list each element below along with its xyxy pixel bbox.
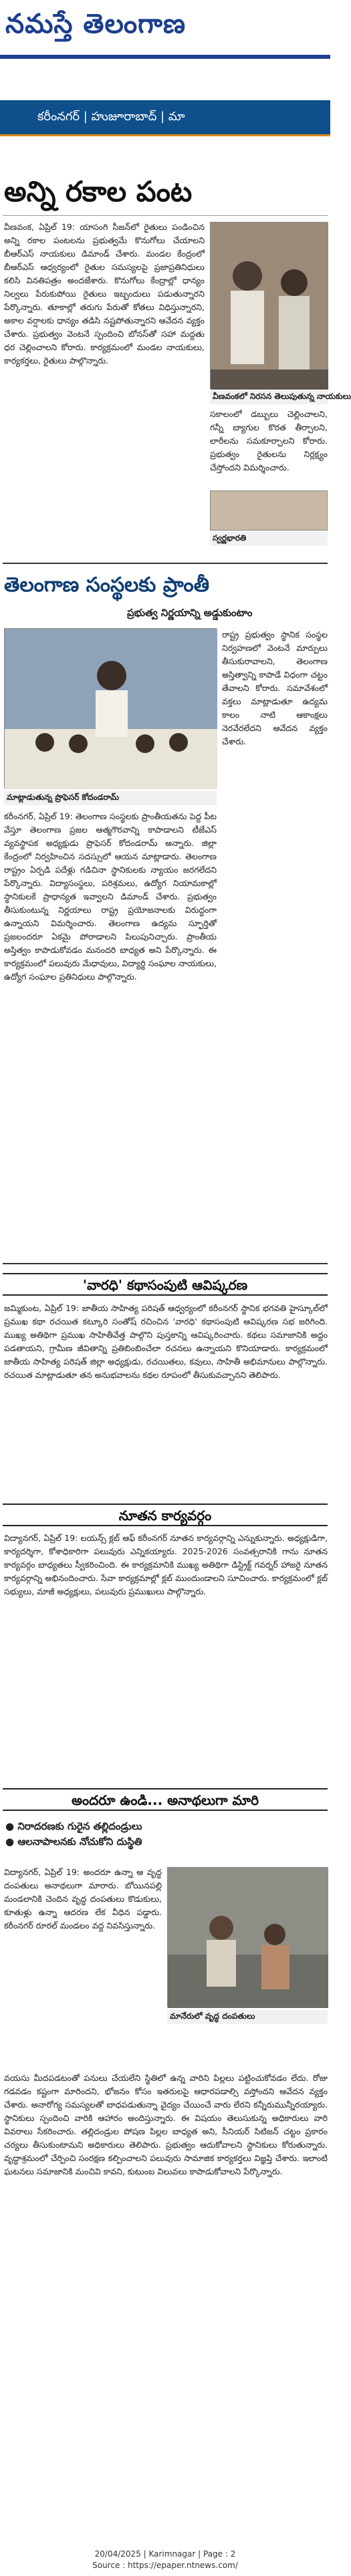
- story5-text-full: వయసు మీదపడటంతో పనులు చేయలేని స్థితిలో ఉన్న వారిని పిల్లలు పట్టించుకోవడం లేదు. రోజు గడవడం కష్టంగా మారిందని, భోజనం కోసం ఇతరులపై ఆధారపడాల్సి వస్తోందని ఆవేదన వ్యక్తం చేశారు. అనారోగ్య సమస్యలతో బాధపడుతున్నా వైద్యం చేయించే వారు లేరని కన్నీరుమున్నీరయ్యారు. స్థానికులు స్పందించి వారికి ఆహారం అందిస్తున్నారు. ఈ విషయం తెలుసుకున్న అధికారులు వారి వివరాలు సేకరించారు. తల్లిదండ్రుల పోషణ పిల్లల బాధ్యత అని, సీనియర్ సిటిజన్ చట్టం ప్రకారం చర్యలు తీసుకుంటామని అధికారులు తెలిపారు. ప్రభుత్వం ఆదుకోవాలని స్థానికులు కోరుతున్నారు. వృద్ధాశ్రమంలో చేర్పించి సంరక్షణ కల్పించాలని పలువురు సామాజిక కార్యకర్తలు విజ్ఞప్తి చేశారు. ఇలాంటి ఘటనలు సమాజానికి మంచివి కావని, కుటుంబ విలువలు కాపాడుకోవాలని పేర్కొన్నారు.: [4, 2073, 328, 2176]
- story2-headline: తెలంగాణ సంస్థలకు ప్రాంతీ: [4, 573, 210, 597]
- region-text: కరీంనగర్ | హుజూరాబాద్ | మా: [37, 110, 185, 124]
- story1-photo: [210, 222, 328, 389]
- page-footer: [0, 2549, 330, 2571]
- story3-text: జమ్మికుంట, ఏప్రిల్ 19: జాతీయ సాహిత్య పరిషత్ ఆధ్వర్యంలో కరీంనగర్ స్థానిక భగవతి హైస్కూల్‌లో ప్రముఖ కథా రచయిత కట్కూరి సంతోష్ రచించిన 'వారధి' కథాసంపుటి ఆవిష్కరణ సభ జరిగింది. ముఖ్య అతిథిగా ప్రముఖ సాహితీవేత్త పాల్గొని పుస్తకాన్ని ఆవిష్కరించారు. కథలు సమాజానికి అద్దం పడతాయని, గ్రామీణ జీవితాన్ని ప్రతిబింబించేలా రచనలు ఉన్నాయని కొనియాడారు. కార్యక్రమంలో జాతీయ సాహిత్య పరిషత్ జిల్లా అధ్యక్షుడు, రచయితలు, కవులు, సాహితీ అభిమానులు పాల్గొన్నారు. రచయిత మాట్లాడుతూ తన అనుభవాలను కథల రూపంలో తీసుకువచ్చానని తెలిపారు.: [4, 1303, 328, 1380]
- region-bar: [0, 100, 330, 136]
- divider: [3, 1263, 328, 1264]
- divider: [3, 215, 328, 216]
- story4-text: విద్యానగర్, ఏప్రిల్ 19: లయన్స్ క్లబ్ ఆఫ్ కరీంనగర్ నూతన కార్యవర్గాన్ని ఎన్నుకున్నారు. అధ్యక్షుడిగా, కార్యదర్శిగా, కోశాధికారిగా పలువురు ఎన్నికయ్యారు. 2025-2026 సంవత్సరానికి గాను నూతన కార్యవర్గం బాధ్యతలు స్వీకరించింది. ఈ కార్యక్రమానికి ముఖ్య అతిథిగా డిస్ట్రిక్ట్ గవర్నర్ హాజరై నూతన కార్యవర్గాన్ని అభినందించారు. సేవా కార్యక్రమాల్లో క్లబ్ ముందుండాలని సూచించారు. కార్యక్రమంలో క్లబ్ సభ్యులు, మాజీ అధ్యక్షులు, పలువురు ప్రముఖులు పాల్గొన్నారు.: [4, 1533, 328, 1596]
- elderly-couple-photo-icon: [168, 1868, 328, 2008]
- story3-headline: 'వారధి' కథాసంపుటి ఆవిష్కరణ: [82, 1277, 248, 1293]
- people-photo-icon: [211, 223, 328, 390]
- story5-photo-caption: మానేరులో వృద్ధ దంపతులు: [167, 2010, 328, 2024]
- story1-body-right: [210, 408, 328, 488]
- story1-photo-2: [210, 490, 328, 531]
- story2-body-left: [4, 810, 217, 1244]
- story1-photo-caption: వీణవంకలో నిరసన తెలుపుతున్న నాయకులు: [210, 390, 328, 404]
- footer-source-line: Source : https://epaper.ntnews.com/: [92, 2560, 238, 2570]
- story1-text-left: వీణవంక, ఏప్రిల్ 19: యాసంగి సీజన్‌లో రైతులు పండించిన అన్ని రకాల పంటలను ప్రభుత్వమే కొనుగోలు చేయాలని బీఆర్ఎస్ నాయకులు డిమాండ్ చేశారు. మండల కేంద్రంలో బీఆర్ఎస్ ఆధ్వర్యంలో రైతుల సమస్యలపై ప్రజాప్రతినిధులు కలిసి వినతిపత్రం అందజేశారు. కొనుగోలు కేంద్రాల్లో ధాన్యం నిల్వలు పేరుకుపోయి రైతులు ఇబ్బందులు పడుతున్నారని పేర్కొన్నారు. తూకాల్లో తరుగు పేరుతో కోతలు విధిస్తున్నారని, అకాల వర్షాలకు ధాన్యం తడిసి నష్టపోతున్నారని ఆవేదన వ్యక్తం చేశారు. ప్రభుత్వం వెంటనే స్పందించి బోనస్‌తో సహా మద్దతు ధర చెల్లించాలని కోరారు. కార్యక్రమంలో మండల నాయకులు, కార్యకర్తలు, రైతులు పాల్గొన్నారు.: [4, 222, 205, 366]
- meeting-photo-icon: [5, 629, 217, 789]
- divider: [3, 563, 328, 564]
- newspaper-title: నమస్తే తెలంగాణ: [5, 8, 187, 39]
- story4-header-box: [3, 1504, 328, 1526]
- story4-headline: నూతన కార్యవర్గం: [118, 1508, 212, 1524]
- story3-body: [4, 1302, 328, 1495]
- story5-bullet: ● ఆలనాపాలనకు నోచుకోని దుస్థితి: [5, 1834, 142, 1850]
- story2-body-right: [222, 628, 328, 1243]
- story5-bullets: [5, 1819, 142, 1850]
- story5-body-full: [4, 2071, 328, 2539]
- story3-header-box: [3, 1273, 328, 1296]
- story5-photo: [167, 1867, 328, 2007]
- story1-text-right: సకాలంలో డబ్బులు చెల్లించాలని, గన్నీ బ్యాగుల కొరత తీర్చాలని, లారీలను సమకూర్చాలని కోరారు. ప్రభుత్వం రైతులను నిర్లక్ష్యం చేస్తోందని విమర్శించారు.: [210, 409, 328, 472]
- story5-bullet: ● నిరాదరణకు గురైన తల్లిదండ్రులు: [5, 1819, 142, 1834]
- story2-text-left: కరీంనగర్, ఏప్రిల్ 19: తెలంగాణ సంస్థలకు ప్రాంతీయతను పెద్ద పీట వేస్తూ తెలంగాణ ప్రజల ఆత్మగౌరవాన్ని కాపాడాలని టీజేఎస్ వ్యవస్థాపక అధ్యక్షుడు ప్రొఫెసర్ కోదండరామ్ అన్నారు. జిల్లా కేంద్రంలో నిర్వహించిన సదస్సులో ఆయన మాట్లాడారు. తెలంగాణ రాష్ట్రం ఏర్పడి పదేళ్లు గడిచినా స్థానికులకు న్యాయం జరగలేదని పేర్కొన్నారు. విద్యాసంస్థలు, పరిశ్రమలు, ఉద్యోగ నియామకాల్లో స్థానికులకే ప్రాధాన్యత ఇవ్వాలని డిమాండ్ చేశారు. ప్రభుత్వం తీసుకుంటున్న నిర్ణయాలు రాష్ట్ర ప్రయోజనాలకు విరుద్ధంగా ఉన్నాయని విమర్శించారు. తెలంగాణ ఉద్యమ స్ఫూర్తితో ప్రజలందరూ ఏకమై పోరాడాలని పిలుపునిచ్చారు. ప్రాంతీయ అస్తిత్వం కాపాడుకోవడం మనందరి బాధ్యత అని పేర్కొన్నారు. ఈ కార్యక్రమంలో పలువురు మేధావులు, విద్యార్థి సంఘాల నాయకులు, ఉద్యోగ సంఘాల ప్రతినిధులు పాల్గొన్నారు.: [4, 811, 217, 982]
- story2-photo: [4, 628, 217, 789]
- story2-subhead: ప్రభుత్వ నిర్ణయాన్ని అడ్డుకుంటాం: [127, 607, 253, 619]
- masthead-divider: [0, 55, 330, 59]
- story4-body: [4, 1532, 328, 1779]
- footer-date-line: 20/04/2025 | Karimnagar | Page : 2: [94, 2549, 236, 2559]
- masthead: [0, 0, 330, 63]
- story1-photo2-caption: స్వర్ణభారతి: [210, 532, 328, 546]
- story1-body-left: [4, 221, 205, 555]
- story5-text-left: విద్యానగర్, ఏప్రిల్ 19: అందరూ ఉన్నా ఆ వృద్ధ దంపతులు అనాథలుగా మారారు. బోయినపల్లి మండలానికి చెందిన వృద్ధ దంపతులు కొడుకులు, కూతుళ్లు ఉన్నా ఆదరణ లేక వీధిన పడ్డారు. కరీంనగర్ రూరల్ మండలం వద్ద నివసిస్తున్నారు.: [4, 1867, 162, 1930]
- story5-header-box: [3, 1788, 328, 1811]
- story5-headline: అందరూ ఉండి... అనాథలుగా మారి: [72, 1792, 259, 1808]
- story2-text-right: రాష్ట్ర ప్రభుత్వం స్థానిక సంస్థల నిర్వహణలో వెంటనే మార్పులు తీసుకురావాలని, తెలంగాణ అస్తిత్వాన్ని కాపాడే విధంగా చట్టం తేవాలని కోరారు. సమావేశంలో వక్తలు మాట్లాడుతూ ఉద్యమ కాలం నాటి ఆకాంక్షలు నెరవేరలేదని ఆవేదన వ్యక్తం చేశారు.: [222, 629, 328, 746]
- story1-headline: అన్ని రకాల పంట: [4, 175, 193, 208]
- story2-photo-caption: మాట్లాడుతున్న ప్రొఫెసర్ కోదండరామ్: [4, 791, 217, 805]
- story5-body-left: [4, 1866, 162, 2066]
